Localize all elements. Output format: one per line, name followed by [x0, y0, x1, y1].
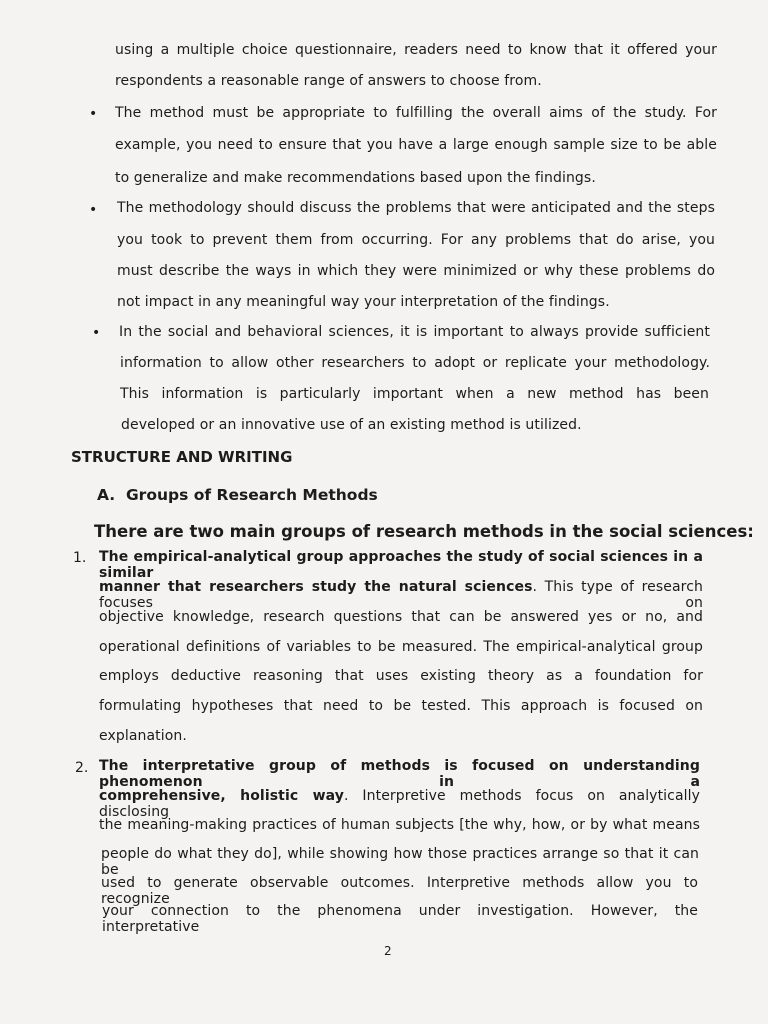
numbered-line: [99, 579, 703, 611]
list-number: 1.: [73, 550, 87, 566]
page-number: 2: [384, 944, 392, 958]
bullet-line: developed or an innovative use of an existing method is utilized.: [121, 417, 582, 433]
bullet-marker: •: [89, 106, 98, 122]
numbered-line: objective knowledge, research questions that can be answered yes or no, and: [99, 609, 703, 625]
paragraph-line: respondents a reasonable range of answers to choose from.: [115, 73, 542, 89]
numbered-line: employs deductive reasoning that uses existing theory as a foundation for: [99, 668, 703, 684]
numbered-bold-line: The empirical-analytical group approaches the study of social sciences in a similar: [99, 549, 703, 581]
bullet-line: The method must be appropriate to fulfilling the overall aims of the study. For: [115, 105, 717, 121]
bullet-marker: •: [92, 325, 101, 341]
bold-phrase: comprehensive, holistic way: [99, 788, 344, 804]
bullet-line: information to allow other researchers to adopt or replicate your methodology.: [120, 355, 710, 371]
bullet-line: to generalize and make recommendations based upon the findings.: [115, 170, 596, 186]
bullet-line: must describe the ways in which they were minimized or why these problems do: [117, 263, 715, 279]
subsection-heading: A. Groups of Research Methods: [97, 486, 378, 504]
numbered-line: [99, 788, 700, 820]
bold-phrase: manner that researchers study the natural sciences: [99, 579, 533, 595]
numbered-bold-line: The interpretative group of methods is focused on understanding phenomenon in a: [99, 758, 700, 790]
bullet-line: This information is particularly important when a new method has been: [120, 386, 709, 402]
intro-heading: There are two main groups of research methods in the social sciences:: [94, 522, 754, 541]
line-rest: . Interpretive methods focus on analytically disclosing: [99, 788, 700, 820]
numbered-line: people do what they do], while showing how those practices arrange so that it can be: [101, 846, 699, 878]
bullet-marker: •: [89, 202, 98, 218]
bullet-line: you took to prevent them from occurring. For any problems that do arise, you: [117, 232, 715, 248]
numbered-line: operational definitions of variables to be measured. The empirical-analytical group: [99, 639, 703, 655]
numbered-line: used to generate observable outcomes. Interpretive methods allow you to recognize: [101, 875, 698, 907]
bullet-line: The methodology should discuss the problems that were anticipated and the steps: [117, 200, 715, 216]
numbered-line: explanation.: [99, 728, 187, 744]
list-number: 2.: [75, 760, 89, 776]
numbered-line: the meaning-making practices of human subjects [the why, how, or by what means: [99, 817, 700, 833]
paragraph-line: using a multiple choice questionnaire, readers need to know that it offered your: [115, 42, 717, 58]
numbered-line: your connection to the phenomena under investigation. However, the interpretative: [102, 903, 698, 935]
line-rest: . This type of research focuses on: [99, 579, 703, 611]
bullet-line: not impact in any meaningful way your interpretation of the findings.: [117, 294, 610, 310]
bullet-line: In the social and behavioral sciences, it is important to always provide sufficient: [119, 324, 710, 340]
numbered-line: formulating hypotheses that need to be tested. This approach is focused on: [99, 698, 703, 714]
section-heading: STRUCTURE AND WRITING: [71, 448, 293, 466]
bullet-line: example, you need to ensure that you have a large enough sample size to be able: [115, 137, 717, 153]
